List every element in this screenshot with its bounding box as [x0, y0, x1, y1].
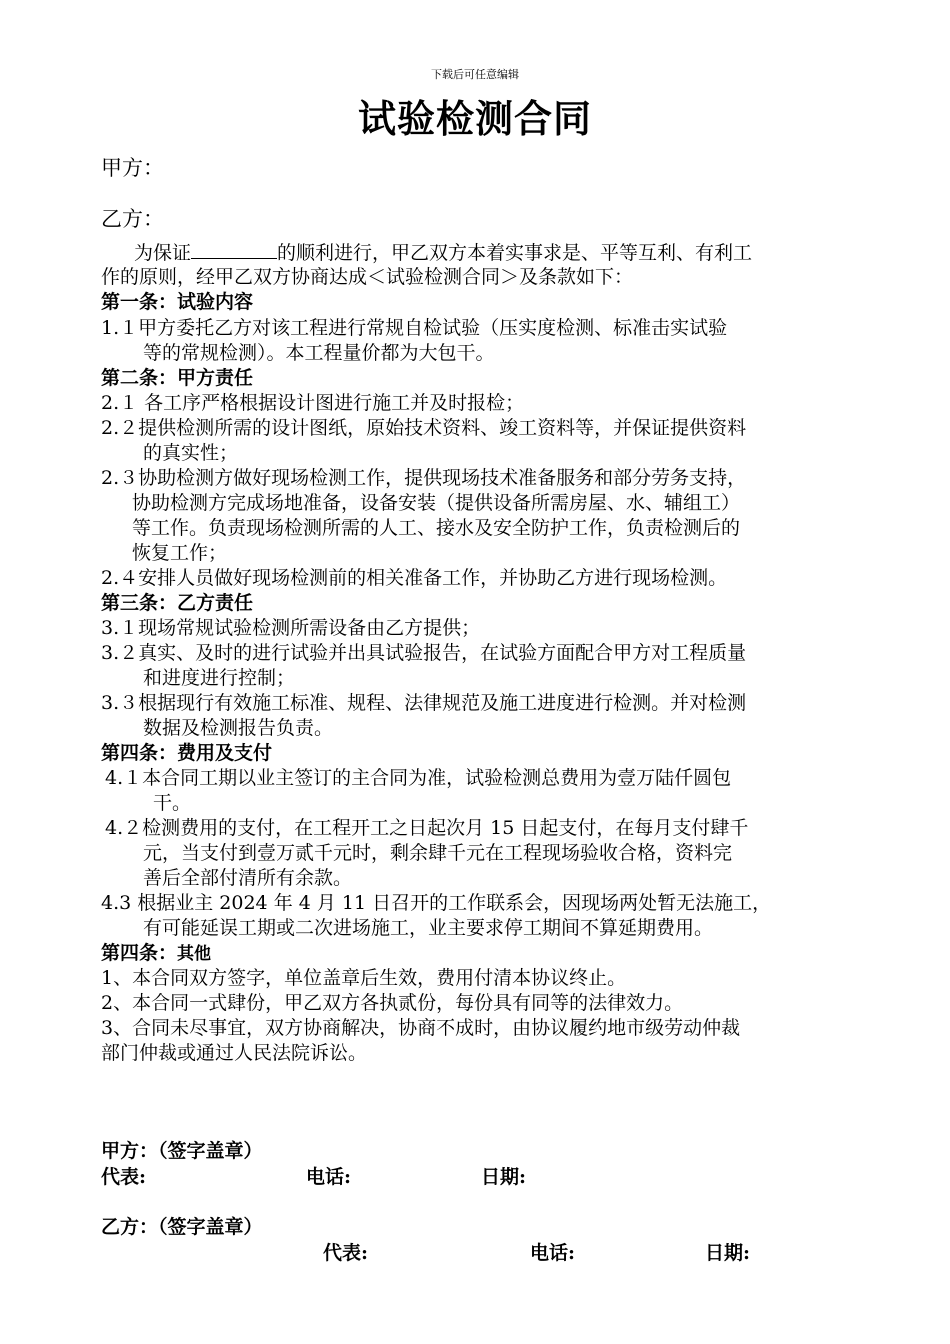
intro-post: 的顺利进行，甲乙双方本着实事求是、平等互利、有利工 — [277, 242, 753, 264]
party-a-label: 甲方： — [101, 156, 164, 180]
clause-3-2-cont: 和进度进行控制； — [143, 667, 296, 689]
section-1-heading: 第一条：试验内容 — [101, 291, 254, 313]
clause-3-3-cont: 数据及检测报告负责。 — [143, 717, 334, 739]
party-b-signature-title: 乙方：（签字盖章） — [101, 1216, 263, 1238]
clause-4-2-cont-1: 元，当支付到壹万贰千元时，剩余肆千元在工程现场验收合格，资料完 — [143, 842, 733, 864]
party-a-date: 日期: — [481, 1166, 527, 1188]
clause-2-1: 2.１ 各工序严格根据设计图进行施工并及时报检； — [101, 392, 525, 414]
other-item-3: 3、合同未尽事宜，双方协商解决，协商不成时，由协议履约地市级劳动仲裁 — [101, 1017, 741, 1039]
clause-2-4: 2.４安排人员做好现场检测前的相关准备工作，并协助乙方进行现场检测。 — [101, 567, 728, 589]
party-a-signature-title: 甲方：（签字盖章） — [101, 1140, 263, 1162]
other-item-1: 1、本合同双方签字，单位盖章后生效，费用付清本协议终止。 — [101, 967, 627, 989]
clause-2-3-cont-3: 恢复工作； — [132, 542, 228, 564]
clause-4-1: 4.１本合同工期以业主签订的主合同为准，试验检测总费用为壹万陆仟圆包 — [105, 767, 732, 789]
intro-pre: 为保证 — [134, 242, 192, 264]
clause-2-3-cont-1: 协助检测方完成场地准备，设备安装（提供设备所需房屋、水、辅组工） — [132, 492, 741, 514]
intro-line-1 — [134, 240, 752, 266]
section-2-heading: 第二条：甲方责任 — [101, 367, 254, 389]
party-b-label: 乙方： — [101, 207, 164, 231]
clause-4-3: 4.3 根据业主 2024 年 4 月 11 日召开的工作联系会，因现场两处暂无法施工， — [101, 892, 772, 914]
document-title: 试验检测合同 — [357, 96, 592, 141]
clause-2-2: 2.２提供检测所需的设计图纸，原始技术资料、竣工资料等，并保证提供资料 — [101, 417, 747, 439]
intro-line-2: 作的原则，经甲乙双方协商达成＜试验检测合同＞及条款如下： — [101, 266, 634, 288]
party-a-representative: 代表: — [101, 1166, 147, 1188]
section-5-heading-prefix: 第四条： — [101, 942, 178, 964]
clause-3-3: 3.３根据现行有效施工标准、规程、法律规范及施工进度进行检测。并对检测 — [101, 692, 747, 714]
party-b-phone: 电话: — [530, 1242, 576, 1264]
party-a-phone: 电话: — [306, 1166, 352, 1188]
other-item-2: 2、本合同一式肆份，甲乙双方各执贰份，每份具有同等的法律效力。 — [101, 992, 684, 1014]
project-name-blank — [191, 240, 277, 259]
clause-4-2: 4.２检测费用的支付，在工程开工之日起次月 15 日起支付，在每月支付肆千 — [105, 817, 749, 839]
section-5-heading-title: 其他 — [177, 944, 212, 964]
clause-1-1-cont: 等的常规检测）。本工程量价都为大包干。 — [143, 342, 495, 364]
section-5-heading — [101, 941, 211, 967]
clause-3-2: 3.２真实、及时的进行试验并出具试验报告，在试验方面配合甲方对工程质量 — [101, 642, 747, 664]
clause-4-1-cont: 干。 — [153, 792, 192, 814]
clause-2-3: 2.３协助检测方做好现场检测工作，提供现场技术准备服务和部分劳务支持， — [101, 467, 747, 489]
clause-4-2-cont-2: 善后全部付清所有余款。 — [143, 867, 353, 889]
clause-3-1: 3.１现场常规试验检测所需设备由乙方提供； — [101, 617, 481, 639]
clause-2-2-cont: 的真实性； — [143, 442, 239, 464]
party-b-representative: 代表: — [323, 1242, 369, 1264]
clause-2-3-cont-2: 等工作。负责现场检测所需的人工、接水及安全防护工作，负责检测后的 — [132, 517, 741, 539]
clause-1-1: 1.１甲方委托乙方对该工程进行常规自检试验（压实度检测、标准击实试验 — [101, 317, 728, 339]
section-3-heading: 第三条：乙方责任 — [101, 592, 254, 614]
party-b-date: 日期: — [705, 1242, 751, 1264]
header-note: 下载后可任意编辑 — [431, 68, 519, 81]
other-item-3-cont: 部门仲裁或通过人民法院诉讼。 — [101, 1042, 368, 1064]
section-4-heading: 第四条：费用及支付 — [101, 742, 273, 764]
clause-4-3-cont: 有可能延误工期或二次进场施工，业主要求停工期间不算延期费用。 — [143, 917, 714, 939]
